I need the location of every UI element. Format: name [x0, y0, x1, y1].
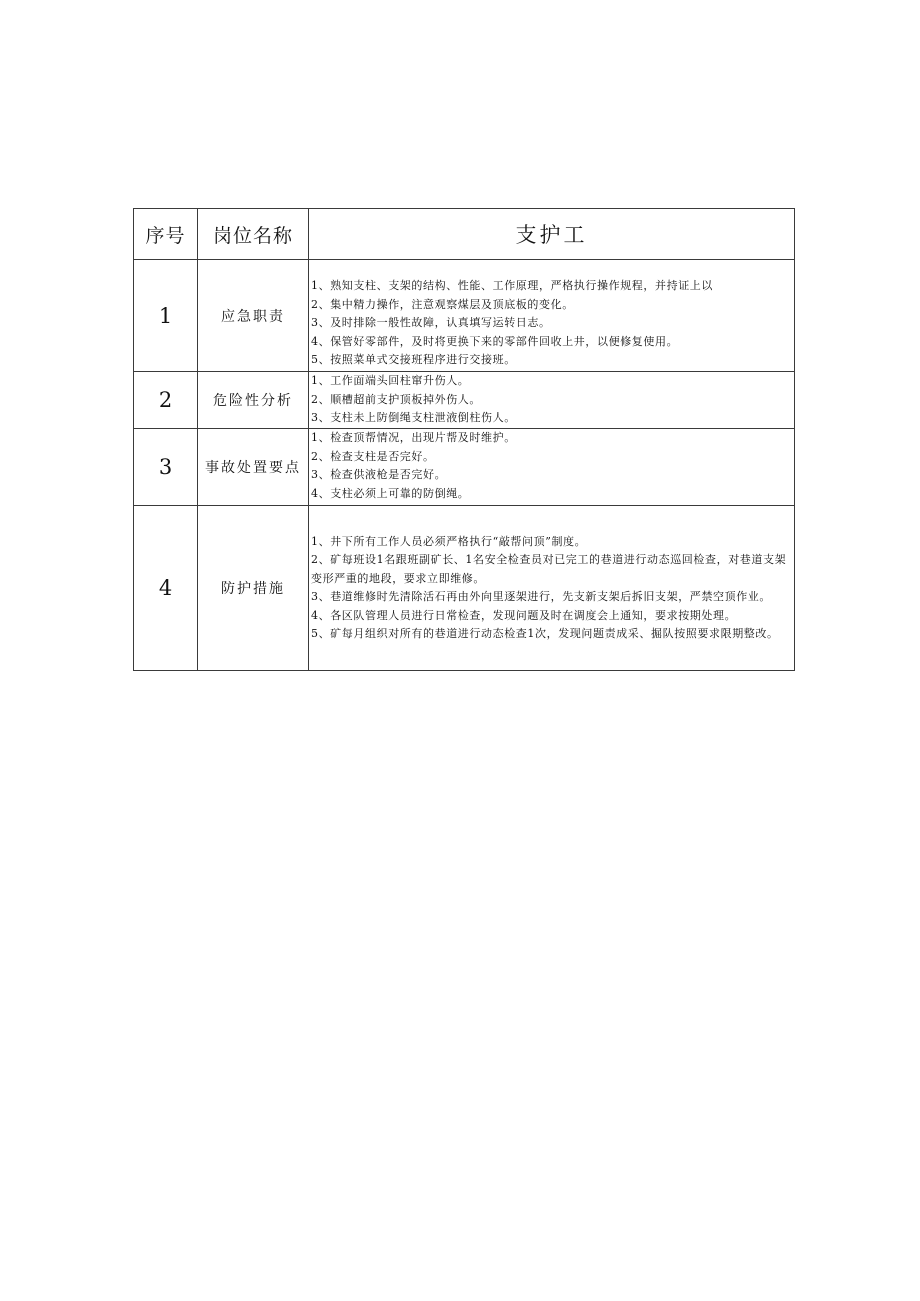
content-line: 3、巷道维修时先清除活石再由外向里逐架进行，先支新支架后拆旧支架，严禁空顶作业。: [311, 590, 771, 603]
content-line: 2、检查支柱是否完好。: [311, 449, 435, 463]
row-position: 防护措施: [198, 506, 309, 671]
content-line: 1、熟知支柱、支架的结构、性能、工作原理，严格执行操作规程，并持证上以: [311, 279, 713, 292]
header-job-title: 支护工: [309, 209, 795, 260]
row-position: 危险性分析: [198, 372, 309, 429]
row-number: 4: [134, 506, 198, 671]
content-line: 3、支柱未上防倒绳支柱泄液倒柱伤人。: [311, 411, 516, 424]
table-header-row: [134, 209, 795, 260]
row-number: 1: [134, 260, 198, 372]
content-line: 3、检查供液枪是否完好。: [311, 468, 447, 481]
row-number: 3: [134, 429, 198, 506]
table-row: [134, 260, 795, 372]
row-number: 2: [134, 372, 198, 429]
content-line: 1、井下所有工作人员必须严格执行“敲帮问顶”制度。: [311, 534, 587, 548]
row-content: [309, 260, 795, 372]
row-content: [309, 372, 795, 429]
table-row: [134, 506, 795, 671]
row-position: 事故处置要点: [198, 429, 309, 506]
content-line: 2、顺槽超前支护顶板掉外伤人。: [311, 392, 481, 406]
row-position: 应急职责: [198, 260, 309, 372]
content-line: 5、矿每月组织对所有的巷道进行动态检查1次，发现问题责成采、掘队按照要求限期整改。: [311, 627, 779, 640]
content-line: 2、矿每班设1名跟班副矿长、1名安全检查员对已完工的巷道进行动态巡回检查，对巷道支架变形严重的地段，要求立即维修。: [311, 553, 787, 585]
table-row: [134, 372, 795, 429]
row-content: [309, 429, 795, 506]
header-position-name: 岗位名称: [198, 209, 309, 260]
table-row: [134, 429, 795, 506]
content-line: 4、各区队管理人员进行日常检查，发现问题及时在调度会上通知，要求按期处理。: [311, 608, 737, 622]
row-content: [309, 506, 795, 671]
content-line: 4、保管好零部件，及时将更换下来的零部件回收上井，以便修复使用。: [311, 334, 679, 348]
duty-table: [133, 208, 795, 671]
content-line: 1、工作面端头回柱窜升伤人。: [311, 374, 470, 387]
content-line: 3、及时排除一般性故障，认真填写运转日志。: [311, 316, 551, 329]
content-line: 5、按照菜单式交接班程序进行交接班。: [311, 353, 516, 366]
content-line: 4、支柱必须上可靠的防倒绳。: [311, 486, 470, 500]
content-line: 1、检查顶帮情况，出现片帮及时维护。: [311, 431, 516, 444]
content-line: 2、集中精力操作，注意观察煤层及顶底板的变化。: [311, 297, 574, 311]
header-serial-number: 序号: [134, 209, 198, 260]
